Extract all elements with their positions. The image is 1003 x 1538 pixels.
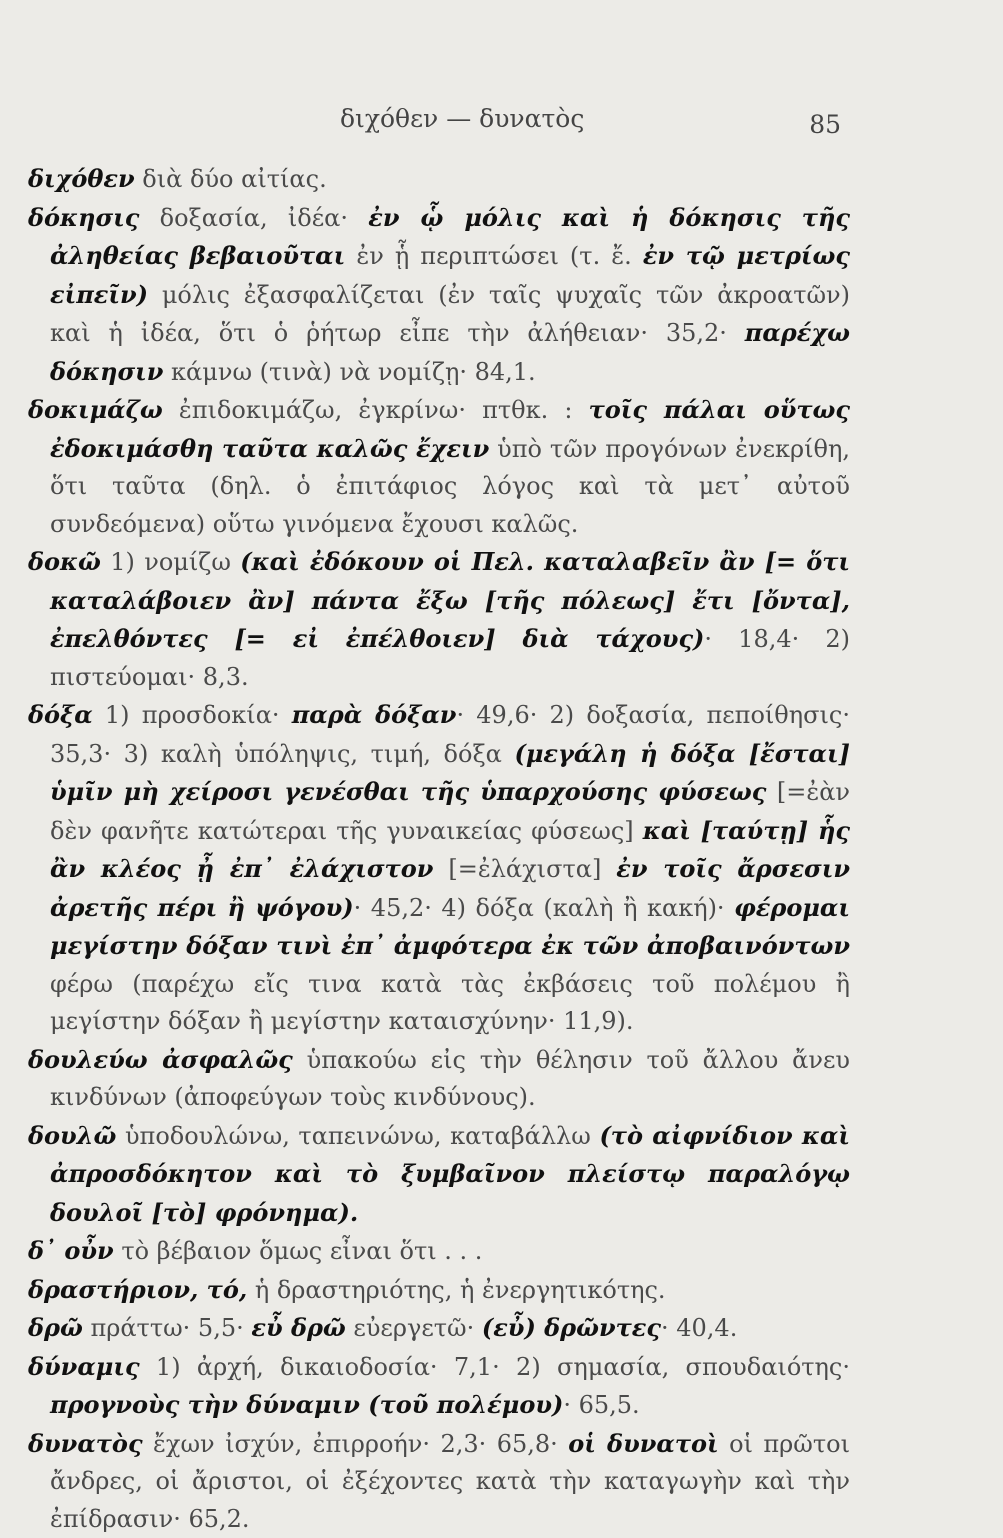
definition-text: κάμνω (τινὰ) νὰ νομίζῃ· 84,1. xyxy=(163,358,535,386)
quoted-phrase: τοῖς πάλαι οὕτως ἐδοκιμάσθη ταῦτα καλῶς ἔχειν xyxy=(50,395,850,463)
definition-text: δοξασία, ἰδέα· xyxy=(139,204,368,232)
definition-text: 1) νομίζω xyxy=(101,548,240,576)
glossary-entry xyxy=(28,1271,850,1310)
definition-text: ὑποδουλώνω, ταπεινώνω, καταβάλλω xyxy=(116,1122,599,1150)
definition-text: ὑπὸ τῶν προγόνων ἐνεκρίθη, ὅτι ταῦτα (δηλ. ὁ ἐπιτάφιος λόγος καὶ τὰ μετ᾽ αὐτοῦ συνδεόμενα) οὕτω γινόμενα ἔχουσι καλῶς. xyxy=(50,435,850,538)
definition-text: ἐν ᾗ περιπτώσει (τ. ἔ. xyxy=(345,242,643,270)
glossary-entry xyxy=(28,1348,850,1425)
definition-text: διὰ δύο αἰτίας. xyxy=(135,165,327,193)
entry-headword: διχόθεν xyxy=(28,164,135,193)
quoted-phrase: ἐν τοῖς ἄρσεσιν ἀρετῆς πέρι ἢ ψόγου) xyxy=(50,854,850,922)
definition-text: ἐπιδοκιμάζω, ἐγκρίνω· πτθκ. : xyxy=(163,396,589,424)
entry-headword: δοκῶ xyxy=(28,547,101,576)
glossary-entry xyxy=(28,160,850,199)
definition-text: · 45,2· 4) δόξα (καλὴ ἢ κακή)· xyxy=(354,894,734,922)
definition-text: μόλις ἐξασφαλίζεται (ἐν ταῖς ψυχαῖς τῶν ἀκροατῶν) καὶ ἡ ἰδέα, ὅτι ὁ ῥήτωρ εἶπε τὴν ἀλήθειαν· 35,2· xyxy=(50,281,850,348)
glossary-entry xyxy=(28,1425,850,1538)
definition-text: φέρω (παρέχω εἴς τινα κατὰ τὰς ἐκβάσεις τοῦ πολέμου ἢ μεγίστην δόξαν ἢ μεγίστην καταισχύνην· 11,9). xyxy=(50,970,850,1036)
entry-headword: δόκησις xyxy=(28,203,139,232)
quoted-phrase: (καὶ ἐδόκουν οἱ Πελ. καταλαβεῖν ἂν [= ὅτι καταλάβοιεν ἂν] πάντα ἔξω [τῆς πόλεως] ἔτι [ὄντα], ἐπελθόντες [= εἰ ἐπέλθοιεν] διὰ τάχους) xyxy=(50,547,850,653)
glossary-entry xyxy=(28,696,850,1041)
definition-text: πράττω· 5,5· xyxy=(83,1314,252,1342)
entry-headword: δουλῶ xyxy=(28,1121,116,1150)
definition-text: οἱ πρῶτοι ἄνδρες, οἱ ἄριστοι, οἱ ἐξέχοντες κατὰ τὴν καταγωγὴν καὶ τὴν ἐπίδρασιν· 65,2. xyxy=(50,1430,850,1533)
quoted-phrase: προγνοὺς τὴν δύναμιν (τοῦ πολέμου) xyxy=(50,1390,563,1419)
entry-headword: δοκιμάζω xyxy=(28,395,163,424)
definition-text: ἔχων ἰσχύν, ἐπιρροήν· 2,3· 65,8· xyxy=(143,1430,569,1458)
page-number: 85 xyxy=(809,110,841,139)
quoted-phrase: φέρομαι μεγίστην δόξαν τινὶ ἐπ᾽ ἀμφότερα ἐκ τῶν ἀποβαινόντων xyxy=(50,893,850,961)
definition-text: · 65,5. xyxy=(563,1391,639,1419)
glossary-entry xyxy=(28,1232,850,1271)
quoted-phrase: (εὖ) δρῶντες xyxy=(482,1313,661,1342)
quoted-phrase: (μεγάλη ἡ δόξα [ἔσται] ὑμῖν μὴ χείροσι γενέσθαι τῆς ὑπαρχούσης φύσεως xyxy=(50,739,850,807)
quoted-phrase: ἐν ᾧ μόλις καὶ ἡ δόκησις τῆς ἀληθείας βεβαιοῦται xyxy=(50,203,850,271)
definition-text: · 18,4· 2) πιστεύομαι· 8,3. xyxy=(50,625,850,691)
glossary-entry xyxy=(28,391,850,543)
glossary-entry xyxy=(28,1309,850,1348)
glossary-entry xyxy=(28,1041,850,1117)
quoted-phrase: παρὰ δόξαν xyxy=(292,700,457,729)
running-title: διχόθεν — δυνατὸς xyxy=(340,104,584,133)
glossary-entries xyxy=(28,160,850,1538)
quoted-phrase: εὖ δρῶ xyxy=(251,1313,345,1342)
definition-text: 1) ἀρχή, δικαιοδοσία· 7,1· 2) σημασία, σπουδαιότης· xyxy=(140,1353,850,1381)
glossary-entry xyxy=(28,543,850,696)
definition-text: [=ἐὰν δὲν φανῆτε κατώτεραι τῆς γυναικείας φύσεως] xyxy=(50,778,850,845)
definition-text: ἡ δραστηριότης, ἡ ἐνεργητικότης. xyxy=(247,1276,665,1304)
quoted-phrase: ἐν τῷ μετρίως εἰπεῖν) xyxy=(50,241,850,309)
quoted-phrase: παρέχω δόκησιν xyxy=(50,318,850,386)
glossary-entry xyxy=(28,199,850,392)
entry-headword: δραστήριον, τό, xyxy=(28,1275,247,1304)
page-header xyxy=(0,104,1003,144)
quoted-phrase: (τὸ αἰφνίδιον καὶ ἀπροσδόκητον καὶ τὸ ξυμβαῖνον πλείστῳ παραλόγῳ δουλοῖ [τὸ] φρόνημα). xyxy=(50,1121,850,1227)
entry-headword: δόξα xyxy=(28,700,93,729)
definition-text: · 40,4. xyxy=(661,1314,737,1342)
entry-headword: δ᾽ οὖν xyxy=(28,1236,114,1265)
definition-text: ὑπακούω εἰς τὴν θέλησιν τοῦ ἄλλου ἄνευ κινδύνων (ἀποφεύγων τοὺς κινδύνους). xyxy=(50,1046,850,1112)
definition-text: τὸ βέβαιον ὅμως εἶναι ὅτι . . . xyxy=(114,1237,483,1265)
entry-headword: δρῶ xyxy=(28,1313,83,1342)
definition-text: εὐεργετῶ· xyxy=(346,1314,482,1342)
quoted-phrase: οἱ δυνατοὶ xyxy=(568,1429,718,1458)
entry-headword: δουλεύω ἀσφαλῶς xyxy=(28,1045,293,1074)
definition-text: 1) προσδοκία· xyxy=(93,701,292,729)
definition-text: · 49,6· 2) δοξασία, πεποίθησις· 35,3· 3) καλὴ ὑπόληψις, τιμή, δόξα xyxy=(50,701,850,768)
entry-headword: δυνατὸς xyxy=(28,1429,143,1458)
quoted-phrase: καὶ [ταύτῃ] ἧς ἂν κλέος ᾖ ἐπ᾽ ἐλάχιστον xyxy=(50,816,850,884)
glossary-entry xyxy=(28,1117,850,1233)
entry-headword: δύναμις xyxy=(28,1352,140,1381)
definition-text: [=ἐλάχιστα] xyxy=(433,855,616,883)
